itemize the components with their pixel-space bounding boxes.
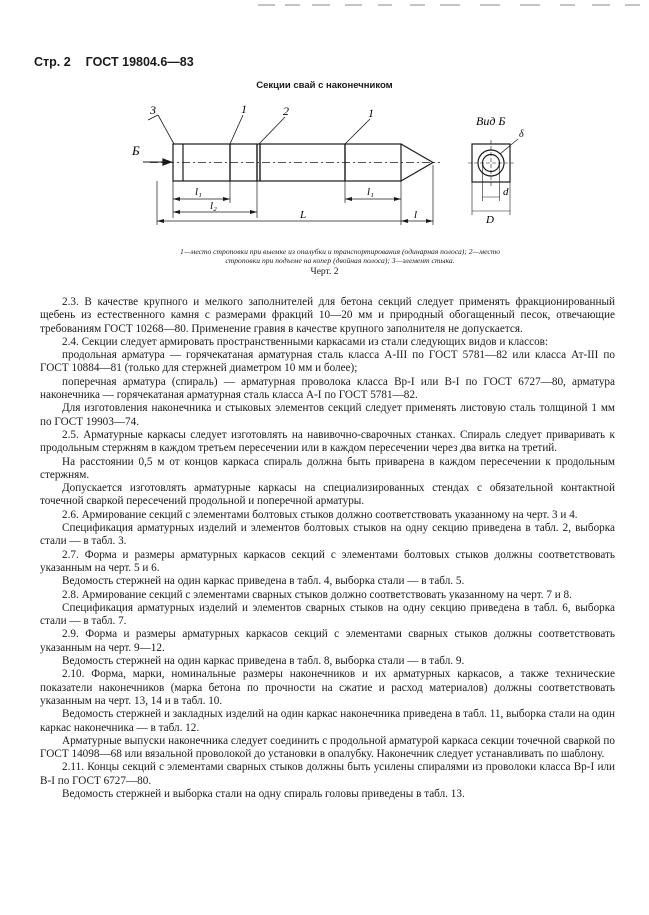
pile-section-drawing	[0, 95, 649, 245]
paragraph: 2.5. Арматурные каркасы следует изготовлять на навивочно-сварочных станках. Спираль следует приваривать к продольным стержням в каждом третьем пересечении или в каждом пересечении через два витка на третий.	[40, 428, 615, 455]
paragraph: 2.10. Форма, марки, номинальные размеры наконечников и их арматурных каркасов, а также технические показатели наконечников (марка бетона по прочности на сжатие и расход материалов) должны соответствовать указанным на черт. 13, 14 и в табл. 10.	[40, 668, 615, 707]
view-b-title: Вид Б	[476, 114, 506, 128]
figure-number: Черт. 2	[310, 267, 339, 277]
pile-body	[173, 144, 401, 181]
label-l: l	[414, 209, 418, 221]
figure-title: Секции свай с наконечником	[256, 80, 393, 91]
page-header	[34, 55, 194, 69]
label-delta: δ	[519, 129, 524, 140]
label-1a: 1	[241, 102, 247, 116]
label-1b: 1	[368, 106, 374, 120]
paragraph: 2.6. Армирование секций с элементами болтовых стыков должно соответствовать указанному на черт. 3 и 4.	[62, 508, 578, 521]
paragraph: 2.7. Форма и размеры арматурных каркасов секций с элементами болтовых стыков должны соответствовать указанным на черт. 5 и 6.	[40, 548, 615, 574]
view-b-drawing	[468, 139, 518, 215]
label-l1a: l₁	[195, 186, 202, 198]
paragraph: Арматурные выпуски наконечника следует соединить с продольной арматурой каркаса секции точечной сваркой по ГОСТ 14098—68 или вязальной проволокой до установки в опалубку. Наконечник следует устанавливать по шаблону.	[40, 734, 615, 761]
paragraph: 2.8. Армирование секций с элементами сварных стыков должно соответствовать указанному на черт. 7 и 8.	[62, 588, 572, 601]
standard-number: ГОСТ 19804.6—83	[85, 55, 194, 69]
paragraph: продольная арматура — горячекатаная арматурная сталь класса А-III по ГОСТ 5781—82 или класса Ат-III по ГОСТ 10884—81 (только для стержней диаметром 10 мм и более);	[40, 349, 615, 375]
label-arrow-b: Б	[132, 143, 140, 158]
paragraph: 2.9. Форма и размеры арматурных каркасов секций с элементами сварных стыков должны соответствовать указанным на черт. 9—12.	[40, 628, 615, 654]
label-l2: l₂	[210, 200, 217, 212]
label-l1b: l₁	[367, 186, 374, 198]
paragraph: Для изготовления наконечника и стыковых элементов секций следует применять листовую сталь толщиной 1 мм по ГОСТ 19903—74.	[40, 402, 615, 428]
paragraph: Ведомость стержней на один каркас приведена в табл. 8, выборка стали — в табл. 9.	[62, 655, 465, 668]
label-d: d	[503, 186, 509, 198]
label-3: 3	[150, 103, 156, 117]
paragraph: На расстоянии 0,5 м от концов каркаса спираль должна быть приварена в каждом пересечении к продольным стержням.	[40, 455, 615, 481]
paragraph: Ведомость стержней на один каркас приведена в табл. 4, выборка стали — в табл. 5.	[62, 575, 465, 588]
paragraph: Спецификация арматурных изделий и элементов сварных стыков на одну секцию приведена в табл. 6, выборка стали — в табл. 7.	[40, 601, 615, 628]
figure-legend	[130, 247, 550, 265]
label-L: L	[300, 209, 307, 221]
paragraph: Спецификация арматурных изделий и элементов болтовых стыков на одну секцию приведена в табл. 2, выборка стали — в табл. 3.	[40, 522, 615, 548]
paragraph: поперечная арматура (спираль) — арматурная проволока класса Вр-I или В-I по ГОСТ 6727—80, арматура наконечника — горячекатаная арматурная сталь класса А-I по ГОСТ 5781—82.	[40, 375, 615, 402]
legend-line-1: 1—место строповки при выемке из опалубки и транспортирования (одинарная полоса); 2—место	[179, 247, 501, 256]
paragraph: Ведомость стержней и закладных изделий на один каркас наконечника приведена в табл. 11, выборка стали на один каркас наконечника — в табл. 12.	[40, 708, 615, 734]
legend-line-2: строповки при подъеме на копер (двойная полоса); 3—элемент стыка.	[225, 256, 455, 265]
paragraph: 2.11. Концы секций с элементами сварных стыков должны быть усилены спиралями из проволоки класса Вр-I или В-I по ГОСТ 6727—80.	[40, 761, 615, 787]
paragraph: Ведомость стержней и выборка стали на одну спираль головы приведены в табл. 13.	[62, 787, 465, 800]
paragraph: 2.4. Секции следует армировать пространственными каркасами из стали следующих видов и классов:	[62, 335, 549, 348]
label-D: D	[486, 214, 494, 226]
label-2: 2	[283, 104, 289, 118]
paragraph: 2.3. В качестве крупного и мелкого заполнителей для бетона секций следует применять фракционированный щебень из естественного камня с размерами фракций 10—20 мм и природный обогащенный песок, отвечающие требованиям ГОСТ 10268—80. Применение гравия в качестве крупного заполнителя не допускается.	[40, 296, 615, 335]
top-scan-marks	[0, 0, 649, 20]
document-body	[40, 296, 615, 801]
paragraph: Допускается изготовлять арматурные каркасы на специализированных стендах с обязательной контактной точечной сваркой пересечений продольной и поперечной арматуры.	[40, 482, 615, 508]
page-number: Стр. 2	[34, 55, 71, 69]
